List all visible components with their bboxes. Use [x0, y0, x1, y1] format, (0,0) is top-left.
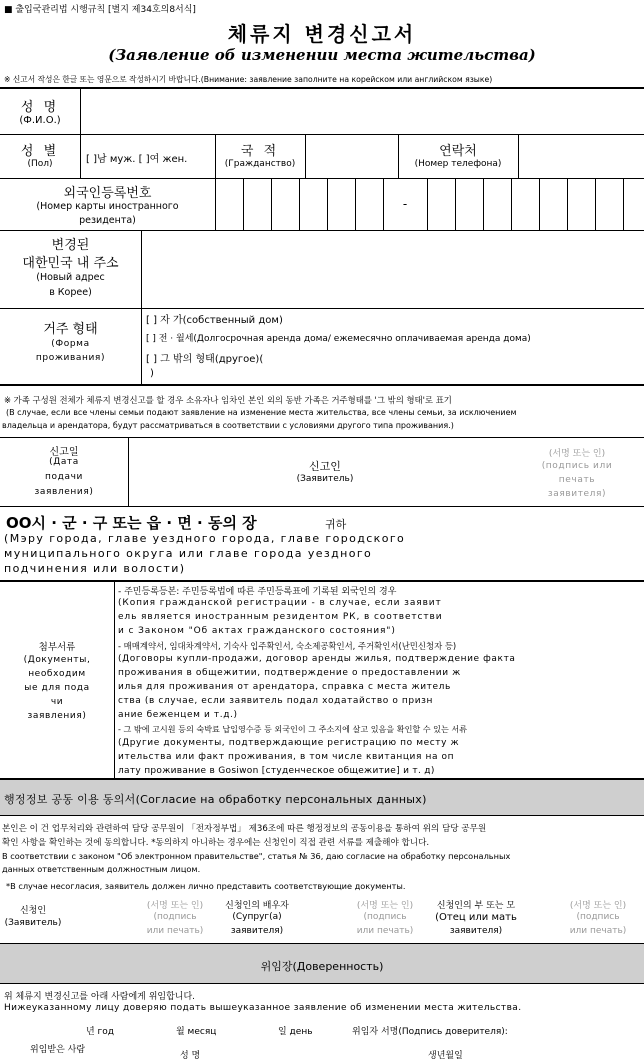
- docs-line: лату проживание в Gosiwon [студенческое общежитие] и т. д): [118, 766, 435, 776]
- addressee-ru-2: муниципального округа или главе города уездного: [4, 547, 373, 560]
- date-label-ru-2: подачи: [45, 472, 83, 482]
- nationality-input[interactable]: [306, 135, 397, 177]
- poa-day[interactable]: 일 день: [278, 1027, 313, 1037]
- signature-hint: (서명 또는 인): [548, 449, 606, 459]
- consent-spouse-label-ru: (Супруг(а): [232, 912, 282, 922]
- docs-label-ru-3: ые для пода: [24, 683, 90, 693]
- sex-label: 성 별: [20, 144, 60, 159]
- applicant-label-ru: (Заявитель): [296, 474, 354, 484]
- docs-line: (Другие документы, подтверждающие регистрацию по месту ж: [118, 738, 460, 748]
- consent-sign-hint-ru: (подпись: [363, 912, 407, 922]
- signature-hint-ru-3: заявителя): [547, 489, 607, 499]
- poa-month[interactable]: 월 месяц: [176, 1027, 217, 1037]
- addressee-ru-3: подчинения или волости): [4, 562, 186, 575]
- docs-list: [118, 584, 640, 780]
- docs-line: ительства или факт проживания, в том числе квитанция на оп: [118, 752, 455, 762]
- reg-number-label-ru-2: резидента): [79, 215, 136, 226]
- residence-option-rent[interactable]: [ ] 전 · 월세(Долгосрочная аренда дома/ ежемесячно оплачиваемая аренда дома): [146, 334, 531, 344]
- form-subtitle: (Заявление об изменении места жительства): [108, 46, 536, 64]
- addressee-ru: (Мэру города, главе уездного города, главе городского: [4, 532, 406, 545]
- docs-line: ель является иностранным резидентом РК, в соответстви: [118, 612, 443, 622]
- consent-note: *В случае несогласия, заявитель должен лично представить соответствующие документы.: [6, 881, 406, 891]
- docs-line: и с Законом "Об актах гражданского состояния"): [118, 626, 396, 636]
- family-note-ru-2: владельца и арендатора, будут рассматриваться в соответствии с условиями другого типа проживания.): [2, 421, 454, 430]
- consent-title: 행정정보 공동 이용 동의서(Согласие на обработку персональных данных): [4, 793, 427, 806]
- address-label-ru-2: в Корее): [49, 287, 92, 298]
- consent-spouse-label: 신청인의 배우자: [225, 901, 289, 911]
- consent-sign-hint-ru-2: или печать): [356, 926, 414, 936]
- poa-name-label: 성 명: [180, 1051, 201, 1061]
- family-note: ※ 가족 구성원 전체가 체류지 변경신고를 할 경우 소유자나 임차인 본인 외의 동반 가족은 거주형태를 '그 밖의 형태'로 표기: [4, 395, 452, 405]
- form-number: ■ 출입국관리법 시행규칙 [별지 제34호의8서식]: [4, 5, 196, 15]
- consent-sign-hint-ru: (подпись: [576, 912, 620, 922]
- reg-number-label: 외국인등록번호: [63, 186, 152, 201]
- consent-parent-label: 신청인의 부 또는 모: [436, 901, 516, 911]
- poa-delegate-label: 위임받은 사람: [30, 1045, 86, 1055]
- family-note-ru: (В случае, если все члены семьи подают заявление на изменение места жительства, все члены семьи, за исключением: [6, 408, 517, 417]
- residence-option-other-close: ): [150, 368, 154, 379]
- consent-parent-label-ru: (Отец или мать: [435, 912, 517, 923]
- docs-line: ание беженцем и т.д.): [118, 710, 238, 720]
- docs-label-ru-4: чи: [50, 697, 64, 707]
- date-label: 신고일: [49, 447, 79, 458]
- consent-sign-hint[interactable]: (서명 또는 인): [356, 901, 414, 911]
- address-label-2: 대한민국 내 주소: [22, 256, 119, 271]
- addressee-suffix: 귀하: [325, 518, 347, 531]
- poa-grantor-signature[interactable]: 위임자 서명(Подпись доверителя):: [352, 1027, 508, 1037]
- date-label-ru-3: заявления): [34, 487, 94, 497]
- poa-year[interactable]: 년 год: [86, 1027, 115, 1037]
- docs-line: - 그 밖에 고시원 등의 숙박료 납입영수증 등 외국인이 그 주소지에 살고 있음을 확인할 수 있는 서류: [118, 724, 468, 734]
- residence-option-own[interactable]: [ ] 자 가(собственный дом): [146, 315, 283, 326]
- applicant-label: 신고인: [309, 460, 341, 473]
- residence-type-label: 거주 형태: [43, 322, 98, 337]
- poa-birth-label: 생년월일: [428, 1051, 463, 1061]
- signature-hint-ru-2: печать: [558, 475, 596, 485]
- docs-label-ru: (Документы,: [23, 655, 91, 665]
- consent-spouse-label-ru-2: заявителя): [230, 926, 284, 936]
- date-label-ru: (Дата: [49, 457, 79, 467]
- consent-sign-hint-ru-2: или печать): [146, 926, 204, 936]
- consent-title-bar: [0, 780, 644, 815]
- poa-text: 위 체류지 변경신고를 아래 사람에게 위임합니다.: [4, 992, 196, 1002]
- docs-line: ства (в случае, если заявитель подал ходатайство о призн: [118, 696, 434, 706]
- poa-text-ru: Нижеуказанному лицу доверяю подать вышеуказанное заявление об изменении места жительства.: [4, 1003, 522, 1013]
- consent-parent-label-ru-2: заявителя): [449, 926, 503, 936]
- consent-text: 본인은 이 건 업무처리와 관련하여 담당 공무원이 「전자정부법」 제36조에 따른 행정정보의 공동이용을 통하여 위의 담당 공무원: [2, 824, 487, 834]
- sex-label-ru: (Пол): [27, 159, 53, 169]
- consent-sign-hint[interactable]: (서명 또는 인): [146, 901, 204, 911]
- address-label: 변경된: [51, 238, 90, 253]
- sex-options[interactable]: [ ]남 муж. [ ]여 жен.: [86, 154, 188, 165]
- name-label: 성 명: [20, 100, 60, 115]
- consent-sign-hint[interactable]: (서명 또는 인): [569, 901, 627, 911]
- reg-number-dash: -: [402, 197, 408, 211]
- docs-line: илья для проживания от арендатора, справка с места житель: [118, 682, 451, 692]
- addressee: OO시 · 군 · 구 또는 읍 · 면 · 동의 장: [6, 514, 257, 532]
- form-title: 체류지 변경신고서: [227, 22, 417, 46]
- docs-line: проживания в общежитии, подтверждение о предоставлении ж: [118, 668, 461, 678]
- residence-type-label-ru: (Форма: [51, 339, 90, 349]
- phone-input[interactable]: [519, 135, 643, 177]
- instruction-text: ※ 신고서 작성은 한글 또는 영문으로 작성하시기 바랍니다.(Внимание: заявление заполните на корейском или английском языке): [4, 75, 493, 84]
- docs-line: - 주민등록등본: 주민등록법에 따른 주민등록표에 기록된 외국인의 경우: [118, 587, 397, 597]
- address-input[interactable]: [142, 231, 643, 307]
- phone-label: 연락처: [439, 144, 477, 159]
- signature-hint-ru: (подпись или: [541, 461, 613, 471]
- residence-type-label-ru-2: проживания): [35, 353, 106, 363]
- consent-text-2: 확인 사항을 확인하는 것에 동의합니다. *동의하지 아니하는 경우에는 신청인이 직접 관련 서류를 제출해야 합니다.: [2, 838, 430, 848]
- consent-text-ru: В соответствии с законом "Об электронном правительстве", статья № 36, даю согласие на обработку персональных: [2, 851, 511, 861]
- poa-title-bar: [0, 944, 644, 983]
- reg-number-label-ru: (Номер карты иностранного: [36, 201, 179, 212]
- consent-applicant-label: 신청인: [19, 906, 47, 916]
- nationality-label-ru: (Гражданство): [224, 159, 296, 169]
- name-label-ru: (Ф.И.О.): [19, 115, 61, 126]
- name-input[interactable]: [82, 90, 642, 132]
- reg-number-input[interactable]: [216, 179, 643, 229]
- nationality-label: 국 적: [240, 144, 280, 159]
- consent-applicant-label-ru: (Заявитель): [4, 918, 62, 928]
- consent-text-ru-2: данных ответственным должностным лицом.: [2, 864, 201, 874]
- poa-title: 위임장(Доверенность): [260, 960, 384, 973]
- docs-line: - 매매계약서, 임대차계약서, 기숙사 입주확인서, 숙소제공확인서, 주거확인서(난민신청자 등): [118, 641, 457, 651]
- applicant-signature-field[interactable]: [400, 440, 510, 502]
- docs-line: (Копия гражданской регистрации - в случае, если заявит: [118, 598, 442, 608]
- docs-line: (Договоры купли-продажи, договор аренды жилья, подтверждение факта: [118, 654, 516, 664]
- residence-option-other[interactable]: [ ] 그 밖의 형태(другое)(: [146, 354, 264, 365]
- consent-sign-hint-ru-2: или печать): [569, 926, 627, 936]
- address-label-ru: (Новый адрес: [36, 272, 105, 283]
- docs-label: 첨부서류: [38, 642, 76, 653]
- docs-label-ru-2: необходим: [28, 669, 86, 679]
- docs-label-ru-5: заявления): [27, 711, 87, 721]
- phone-label-ru: (Номер телефона): [414, 159, 502, 169]
- consent-sign-hint-ru: (подпись: [153, 912, 197, 922]
